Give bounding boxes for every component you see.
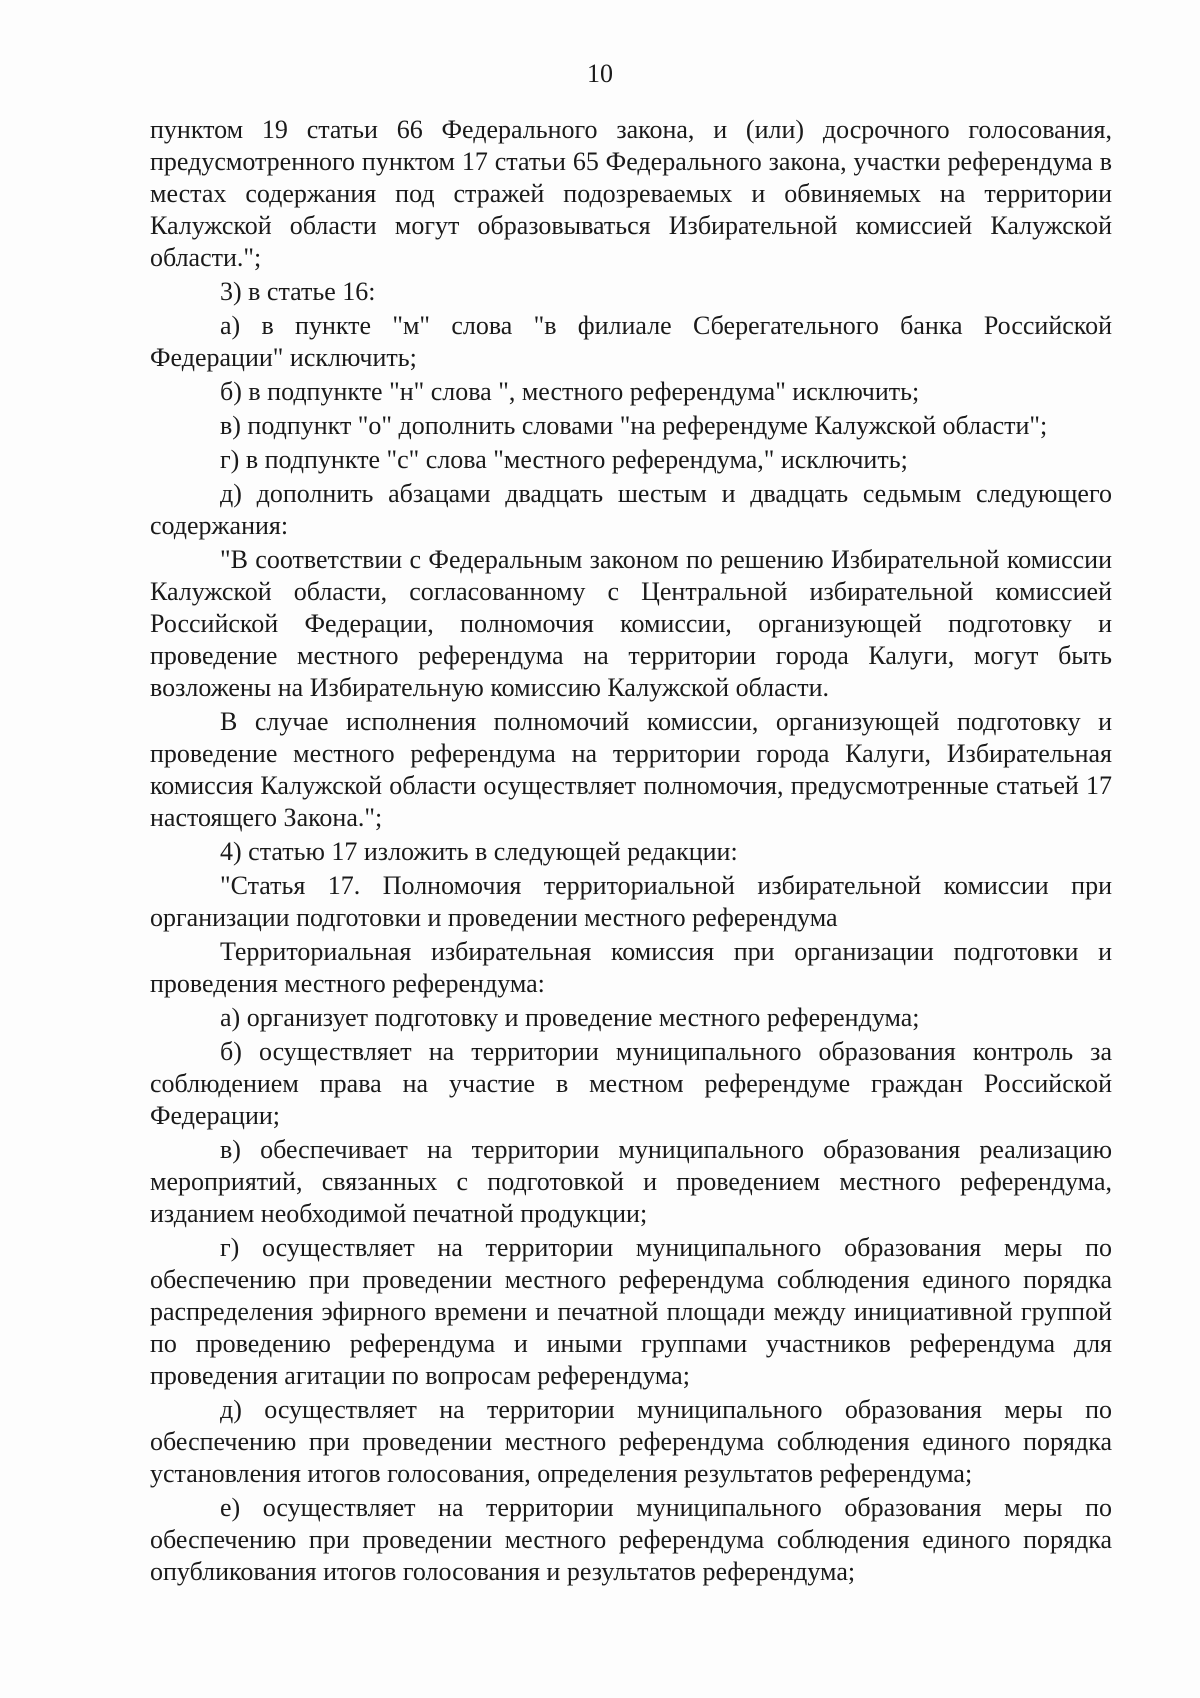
paragraph-4: б) в подпункте "н" слова ", местного референдума" исключить; <box>220 377 920 406</box>
paragraph-16: г) осуществляет на территории муниципального образования меры по обеспечению при проведении местного референдума соблюдения единого порядка распределения эфирного времени и печатной площади между инициативной группой по проведению референдума и иными группами участников референдума для проведения агитации по вопросам референдума; <box>150 1233 1112 1390</box>
page-number: 10 <box>587 59 613 88</box>
paragraph-18: е) осуществляет на территории муниципального образования меры по обеспечению при проведении местного референдума соблюдения единого порядка опубликования итогов голосования и результатов референдума; <box>150 1493 1112 1586</box>
document-body <box>150 114 1112 1590</box>
paragraph-10: 4) статью 17 изложить в следующей редакции: <box>220 837 738 866</box>
paragraph-6: г) в подпункте "с" слова "местного референдума," исключить; <box>220 445 908 474</box>
paragraph-15: в) обеспечивает на территории муниципального образования реализацию мероприятий, связанных с подготовкой и проведением местного референдума, изданием необходимой печатной продукции; <box>150 1135 1112 1228</box>
paragraph-17: д) осуществляет на территории муниципального образования меры по обеспечению при проведении местного референдума соблюдения единого порядка установления итогов голосования, определения результатов референдума; <box>150 1395 1112 1488</box>
paragraph-14: б) осуществляет на территории муниципального образования контроль за соблюдением права на участие в местном референдуме граждан Российской Федерации; <box>150 1037 1112 1130</box>
paragraph-9: В случае исполнения полномочий комиссии, организующей подготовку и проведение местного референдума на территории города Калуги, Избирательная комиссия Калужской области осуществляет полномочия, предусмотренные статьей 17 настоящего Закона."; <box>150 707 1112 832</box>
paragraph-13: а) организует подготовку и проведение местного референдума; <box>220 1003 920 1032</box>
paragraph-5: в) подпункт "о" дополнить словами "на референдуме Калужской области"; <box>220 411 1048 440</box>
paragraph-7: д) дополнить абзацами двадцать шестым и двадцать седьмым следующего содержания: <box>150 479 1112 540</box>
paragraph-2: 3) в статье 16: <box>220 277 376 306</box>
paragraph-1: пунктом 19 статьи 66 Федерального закона, и (или) досрочного голосования, предусмотренного пунктом 17 статьи 65 Федерального закона, участки референдума в местах содержания под стражей подозреваемых и обвиняемых на территории Калужской области могут образовываться Избирательной комиссией Калужской области."; <box>150 115 1112 272</box>
paragraph-8: "В соответствии с Федеральным законом по решению Избирательной комиссии Калужской области, согласованному с Центральной избирательной комиссией Российской Федерации, полномочия комиссии, организующей подготовку и проведение местного референдума на территории города Калуги, могут быть возложены на Избирательную комиссию Калужской области. <box>150 545 1112 702</box>
paragraph-3: а) в пункте "м" слова "в филиале Сберегательного банка Российской Федерации" исключить; <box>150 311 1112 372</box>
paragraph-12: Территориальная избирательная комиссия при организации подготовки и проведения местного референдума: <box>150 937 1112 998</box>
paragraph-11: "Статья 17. Полномочия территориальной избирательной комиссии при организации подготовки и проведении местного референдума <box>150 871 1112 932</box>
